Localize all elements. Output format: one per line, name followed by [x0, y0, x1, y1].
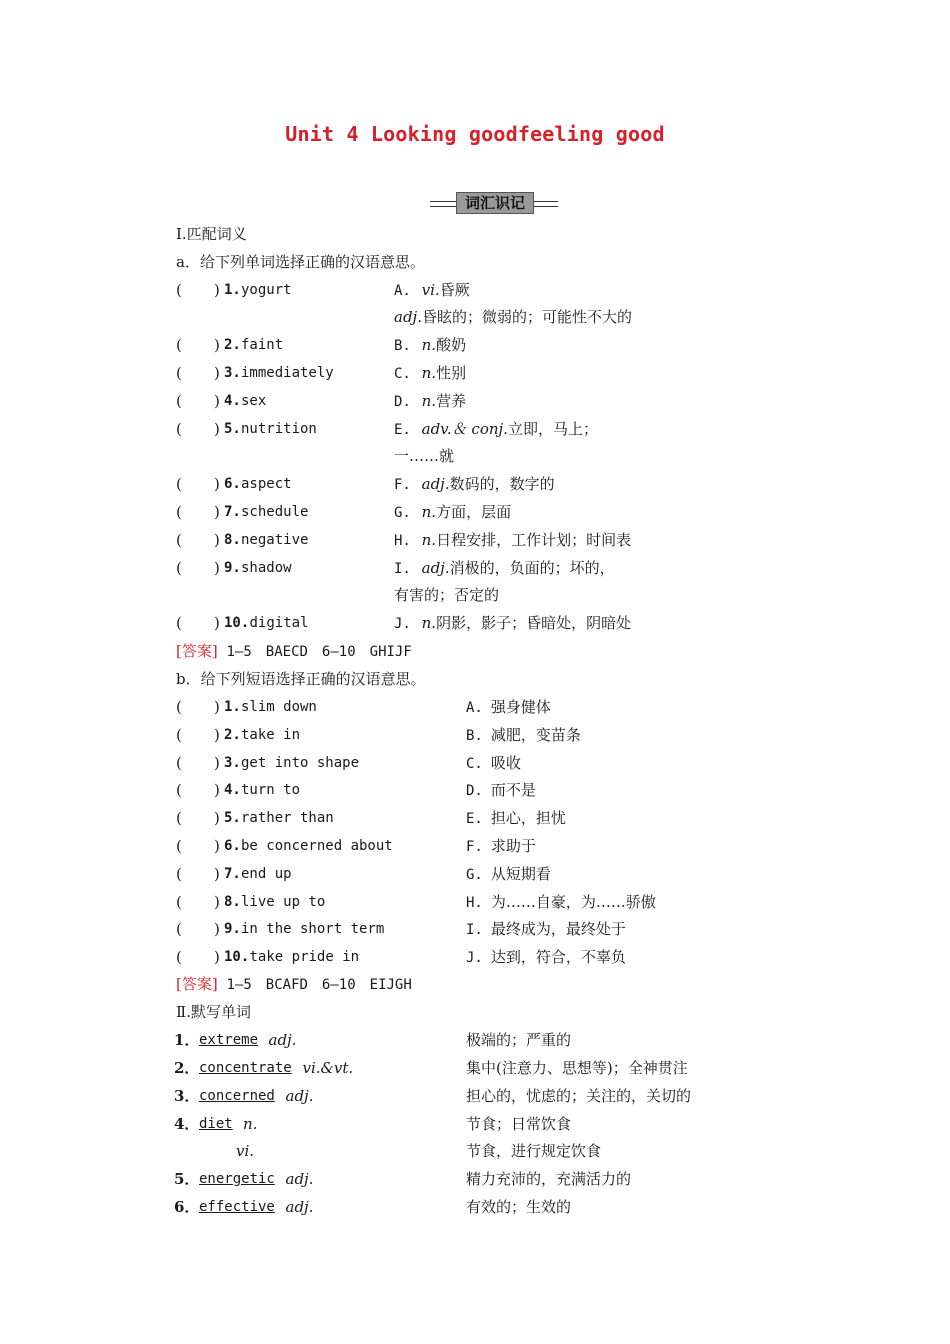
item-option — [394, 417, 598, 442]
option-pos: adj. — [421, 475, 450, 493]
item-option — [466, 890, 656, 915]
answer-blank[interactable]: ( ) — [176, 864, 220, 883]
section-banner — [430, 192, 558, 214]
item-option — [466, 723, 581, 748]
item-pos: n. — [243, 1115, 258, 1133]
section2-heading: Ⅱ.默写单词 — [176, 1003, 251, 1021]
item-meaning: 担心的，忧虑的；关注的，关切的 — [466, 1087, 692, 1105]
answer-blank[interactable]: ( ) — [176, 725, 220, 744]
option-pos: n. — [421, 364, 437, 382]
item-word[interactable]: energetic — [199, 1171, 275, 1187]
item-word: immediately — [241, 365, 334, 381]
partA-item — [0, 333, 950, 357]
answer-blank[interactable]: ( ) — [176, 281, 220, 299]
item-word[interactable]: concentrate — [199, 1060, 292, 1076]
option-letter: I. — [466, 922, 483, 939]
item-number: 4. — [224, 782, 241, 799]
option-pos: n. — [421, 614, 437, 632]
option-pos: adv.＆ conj. — [421, 420, 508, 438]
option-pos: adj. — [394, 308, 422, 326]
item-option — [394, 500, 511, 525]
dictation-item — [0, 1195, 950, 1219]
answer-blank[interactable]: ( ) — [176, 614, 220, 632]
item-word: faint — [241, 337, 284, 353]
item-option — [394, 361, 466, 386]
item-word: sex — [241, 393, 267, 409]
item-option — [394, 556, 615, 581]
item-phrase: rather than — [241, 810, 334, 827]
answer-text: 1—5 BAECD 6—10 GHIJF — [226, 644, 412, 660]
item-option — [394, 611, 631, 636]
option-letter: F. — [466, 839, 483, 855]
item-number: 1. — [224, 282, 241, 298]
item-number: 1. — [224, 699, 241, 715]
option-text: 担心，担忧 — [490, 809, 566, 828]
option-text: 立即，马上； — [507, 420, 598, 438]
dictation-item — [0, 1084, 950, 1108]
item-option — [466, 806, 566, 831]
item-meaning: 节食；日常饮食 — [466, 1115, 572, 1133]
answer-blank[interactable]: ( ) — [176, 698, 220, 716]
answer-blank[interactable]: ( ) — [176, 475, 220, 493]
item-word: nutrition — [241, 421, 317, 437]
answer-blank[interactable]: ( ) — [176, 809, 220, 828]
diet-extra-meaning: 节食，进行规定饮食 — [466, 1142, 602, 1160]
item-word[interactable]: concerned — [199, 1088, 275, 1104]
item-number: 1． — [174, 1031, 200, 1049]
item-number: 6. — [224, 838, 241, 854]
option-text: 性别 — [436, 364, 467, 382]
answer-blank[interactable]: ( ) — [176, 364, 220, 382]
answer-tag: [答案] — [176, 975, 218, 993]
partA-option-A-cont — [394, 305, 632, 329]
dictation-item — [0, 1028, 950, 1052]
item-phrase: in the short term — [241, 921, 385, 938]
option-text: 为……自豪，为……骄傲 — [490, 892, 656, 911]
partA-item — [0, 528, 950, 552]
item-word[interactable]: effective — [199, 1199, 275, 1215]
option-text: 阴影，影子；昏暗处，阴暗处 — [436, 614, 632, 632]
answer-blank[interactable]: ( ) — [176, 781, 220, 800]
item-word: digital — [249, 615, 309, 631]
partA-answer — [176, 639, 412, 663]
item-number: 3. — [224, 365, 241, 381]
item-phrase: end up — [241, 865, 292, 882]
item-number: 5. — [224, 810, 241, 827]
option-letter: C. — [466, 755, 483, 772]
item-number: 9. — [224, 560, 241, 576]
option-text: 强身健体 — [490, 698, 551, 716]
item-number: 3． — [174, 1087, 200, 1105]
item-number: 5． — [174, 1170, 200, 1188]
answer-blank[interactable]: ( ) — [176, 948, 220, 967]
item-option — [466, 917, 626, 942]
item-word: negative — [241, 532, 309, 548]
option-letter: I. — [394, 561, 411, 577]
partB-item — [0, 751, 950, 775]
item-phrase: be concerned about — [241, 838, 393, 854]
answer-blank[interactable]: ( ) — [176, 753, 220, 772]
item-meaning: 精力充沛的，充满活力的 — [466, 1170, 632, 1188]
option-text: 数码的，数字的 — [449, 475, 555, 493]
banner-label: 词汇识记 — [456, 192, 534, 214]
item-number: 4. — [224, 393, 241, 409]
item-option — [394, 389, 466, 414]
item-meaning: 有效的；生效的 — [466, 1198, 572, 1216]
option-text: 达到，符合，不辜负 — [490, 948, 626, 967]
item-pos: adj. — [268, 1031, 297, 1049]
option-letter: F. — [394, 477, 411, 493]
option-text: 日程安排，工作计划；时间表 — [436, 531, 632, 549]
partB-item — [0, 917, 950, 941]
item-number: 7. — [224, 865, 241, 882]
option-letter: H. — [466, 894, 483, 911]
item-number: 6． — [174, 1198, 200, 1216]
item-option — [394, 278, 470, 303]
item-number: 2． — [174, 1059, 200, 1077]
item-number: 8. — [224, 532, 241, 548]
item-number: 8. — [224, 893, 241, 910]
partA-item — [0, 472, 950, 496]
item-option — [466, 695, 551, 720]
item-word[interactable]: extreme — [199, 1032, 259, 1048]
pos-label: vi. — [236, 1142, 255, 1160]
item-option — [466, 778, 536, 803]
item-option — [394, 528, 631, 553]
option-letter: E. — [466, 811, 483, 828]
item-option — [394, 333, 466, 358]
answer-blank[interactable]: ( ) — [176, 920, 220, 939]
option-letter: J. — [466, 950, 483, 967]
partA-item — [0, 361, 950, 385]
partB-instruction: b．给下列短语选择正确的汉语意思。 — [176, 670, 426, 688]
item-number: 6. — [224, 476, 241, 492]
item-option — [394, 472, 555, 497]
item-number: 3. — [224, 754, 241, 771]
item-pos: vi.&vt. — [302, 1059, 354, 1077]
partB-answer — [176, 972, 412, 996]
partA-option-I-cont: 有害的；否定的 — [394, 586, 500, 604]
partB-item — [0, 890, 950, 914]
item-number: 10. — [224, 615, 250, 631]
item-number: 10. — [224, 949, 250, 966]
answer-text: 1—5 BCAFD 6—10 EIJGH — [226, 977, 412, 993]
item-phrase: turn to — [241, 782, 301, 799]
answer-blank[interactable]: ( ) — [176, 420, 220, 438]
partB-item — [0, 862, 950, 886]
item-word: schedule — [241, 504, 309, 520]
item-word[interactable]: diet — [199, 1116, 233, 1132]
option-pos: vi. — [421, 281, 440, 299]
item-phrase: slim down — [241, 699, 317, 715]
option-letter: G. — [466, 866, 483, 883]
option-text: 消极的，负面的；坏的， — [449, 559, 615, 577]
partA-instruction: a．给下列单词选择正确的汉语意思。 — [176, 253, 425, 271]
option-letter: C. — [394, 366, 411, 382]
option-text: 酸奶 — [436, 336, 467, 354]
option-text: 营养 — [436, 392, 467, 410]
option-text: 从短期看 — [490, 864, 551, 883]
answer-blank[interactable]: ( ) — [176, 336, 220, 354]
item-phrase: get into shape — [241, 754, 360, 771]
partA-option-E-cont: 一……就 — [394, 447, 455, 465]
item-word: shadow — [241, 560, 292, 576]
answer-blank[interactable]: ( ) — [176, 837, 220, 855]
option-pos: adj. — [421, 559, 450, 577]
partB-item — [0, 778, 950, 802]
item-word: yogurt — [241, 282, 292, 298]
partB-item — [0, 695, 950, 719]
answer-blank[interactable]: ( ) — [176, 531, 220, 549]
option-pos: n. — [421, 503, 437, 521]
option-text: 昏厥 — [439, 281, 470, 299]
option-text: 方面，层面 — [436, 503, 512, 521]
option-text: 昏眩的；微弱的；可能性不大的 — [421, 308, 632, 326]
item-number: 4． — [174, 1115, 200, 1133]
partA-item — [0, 611, 950, 635]
option-text: 最终成为，最终处于 — [490, 920, 626, 939]
dictation-item — [0, 1112, 950, 1136]
option-letter: G. — [394, 505, 411, 521]
option-letter: D. — [466, 783, 483, 800]
section1-heading: Ⅰ.匹配词义 — [176, 225, 247, 243]
item-word: aspect — [241, 476, 292, 492]
answer-blank[interactable]: ( ) — [176, 559, 220, 577]
item-number: 5. — [224, 421, 241, 437]
option-pos: n. — [421, 336, 437, 354]
partB-item — [0, 945, 950, 969]
option-letter: D. — [394, 394, 411, 410]
item-pos: adj. — [285, 1170, 314, 1188]
item-number: 2. — [224, 726, 241, 743]
answer-blank[interactable]: ( ) — [176, 892, 220, 911]
option-pos: n. — [421, 531, 437, 549]
item-meaning: 极端的；严重的 — [466, 1031, 572, 1049]
item-number: 2. — [224, 337, 241, 353]
item-pos: adj. — [285, 1198, 314, 1216]
option-pos: n. — [421, 392, 437, 410]
partA-item — [0, 389, 950, 413]
partA-item — [0, 278, 950, 302]
item-option — [466, 862, 551, 887]
option-letter: H. — [394, 533, 411, 549]
option-text: 吸收 — [490, 753, 521, 772]
option-text: 求助于 — [490, 837, 536, 855]
item-option — [466, 945, 626, 970]
option-letter: A. — [394, 283, 411, 299]
item-phrase: live up to — [241, 893, 326, 910]
item-number: 7. — [224, 504, 241, 520]
item-number: 9. — [224, 921, 241, 938]
option-text: 减肥，变苗条 — [490, 725, 581, 744]
dictation-item — [0, 1167, 950, 1191]
answer-blank[interactable]: ( ) — [176, 392, 220, 410]
item-phrase: take in — [241, 726, 301, 743]
item-pos: adj. — [285, 1087, 314, 1105]
partA-item — [0, 500, 950, 524]
item-option — [466, 751, 521, 776]
answer-tag: [答案] — [176, 642, 218, 660]
option-text: 而不是 — [490, 781, 536, 800]
option-letter: B. — [394, 338, 411, 354]
diet-extra-pos — [236, 1139, 254, 1163]
item-option — [466, 834, 536, 859]
partA-item — [0, 417, 950, 441]
page-title: Unit 4 Looking goodfeeling good — [285, 122, 665, 146]
option-letter: A. — [466, 700, 483, 716]
partB-item — [0, 723, 950, 747]
answer-blank[interactable]: ( ) — [176, 503, 220, 521]
option-letter: B. — [466, 727, 483, 744]
partA-item — [0, 556, 950, 580]
dictation-item — [0, 1056, 950, 1080]
option-letter: J. — [394, 616, 411, 632]
item-phrase: take pride in — [249, 949, 360, 966]
partB-item — [0, 806, 950, 830]
option-letter: E. — [394, 422, 411, 438]
item-meaning: 集中(注意力、思想等)；全神贯注 — [466, 1059, 688, 1077]
partB-item — [0, 834, 950, 858]
